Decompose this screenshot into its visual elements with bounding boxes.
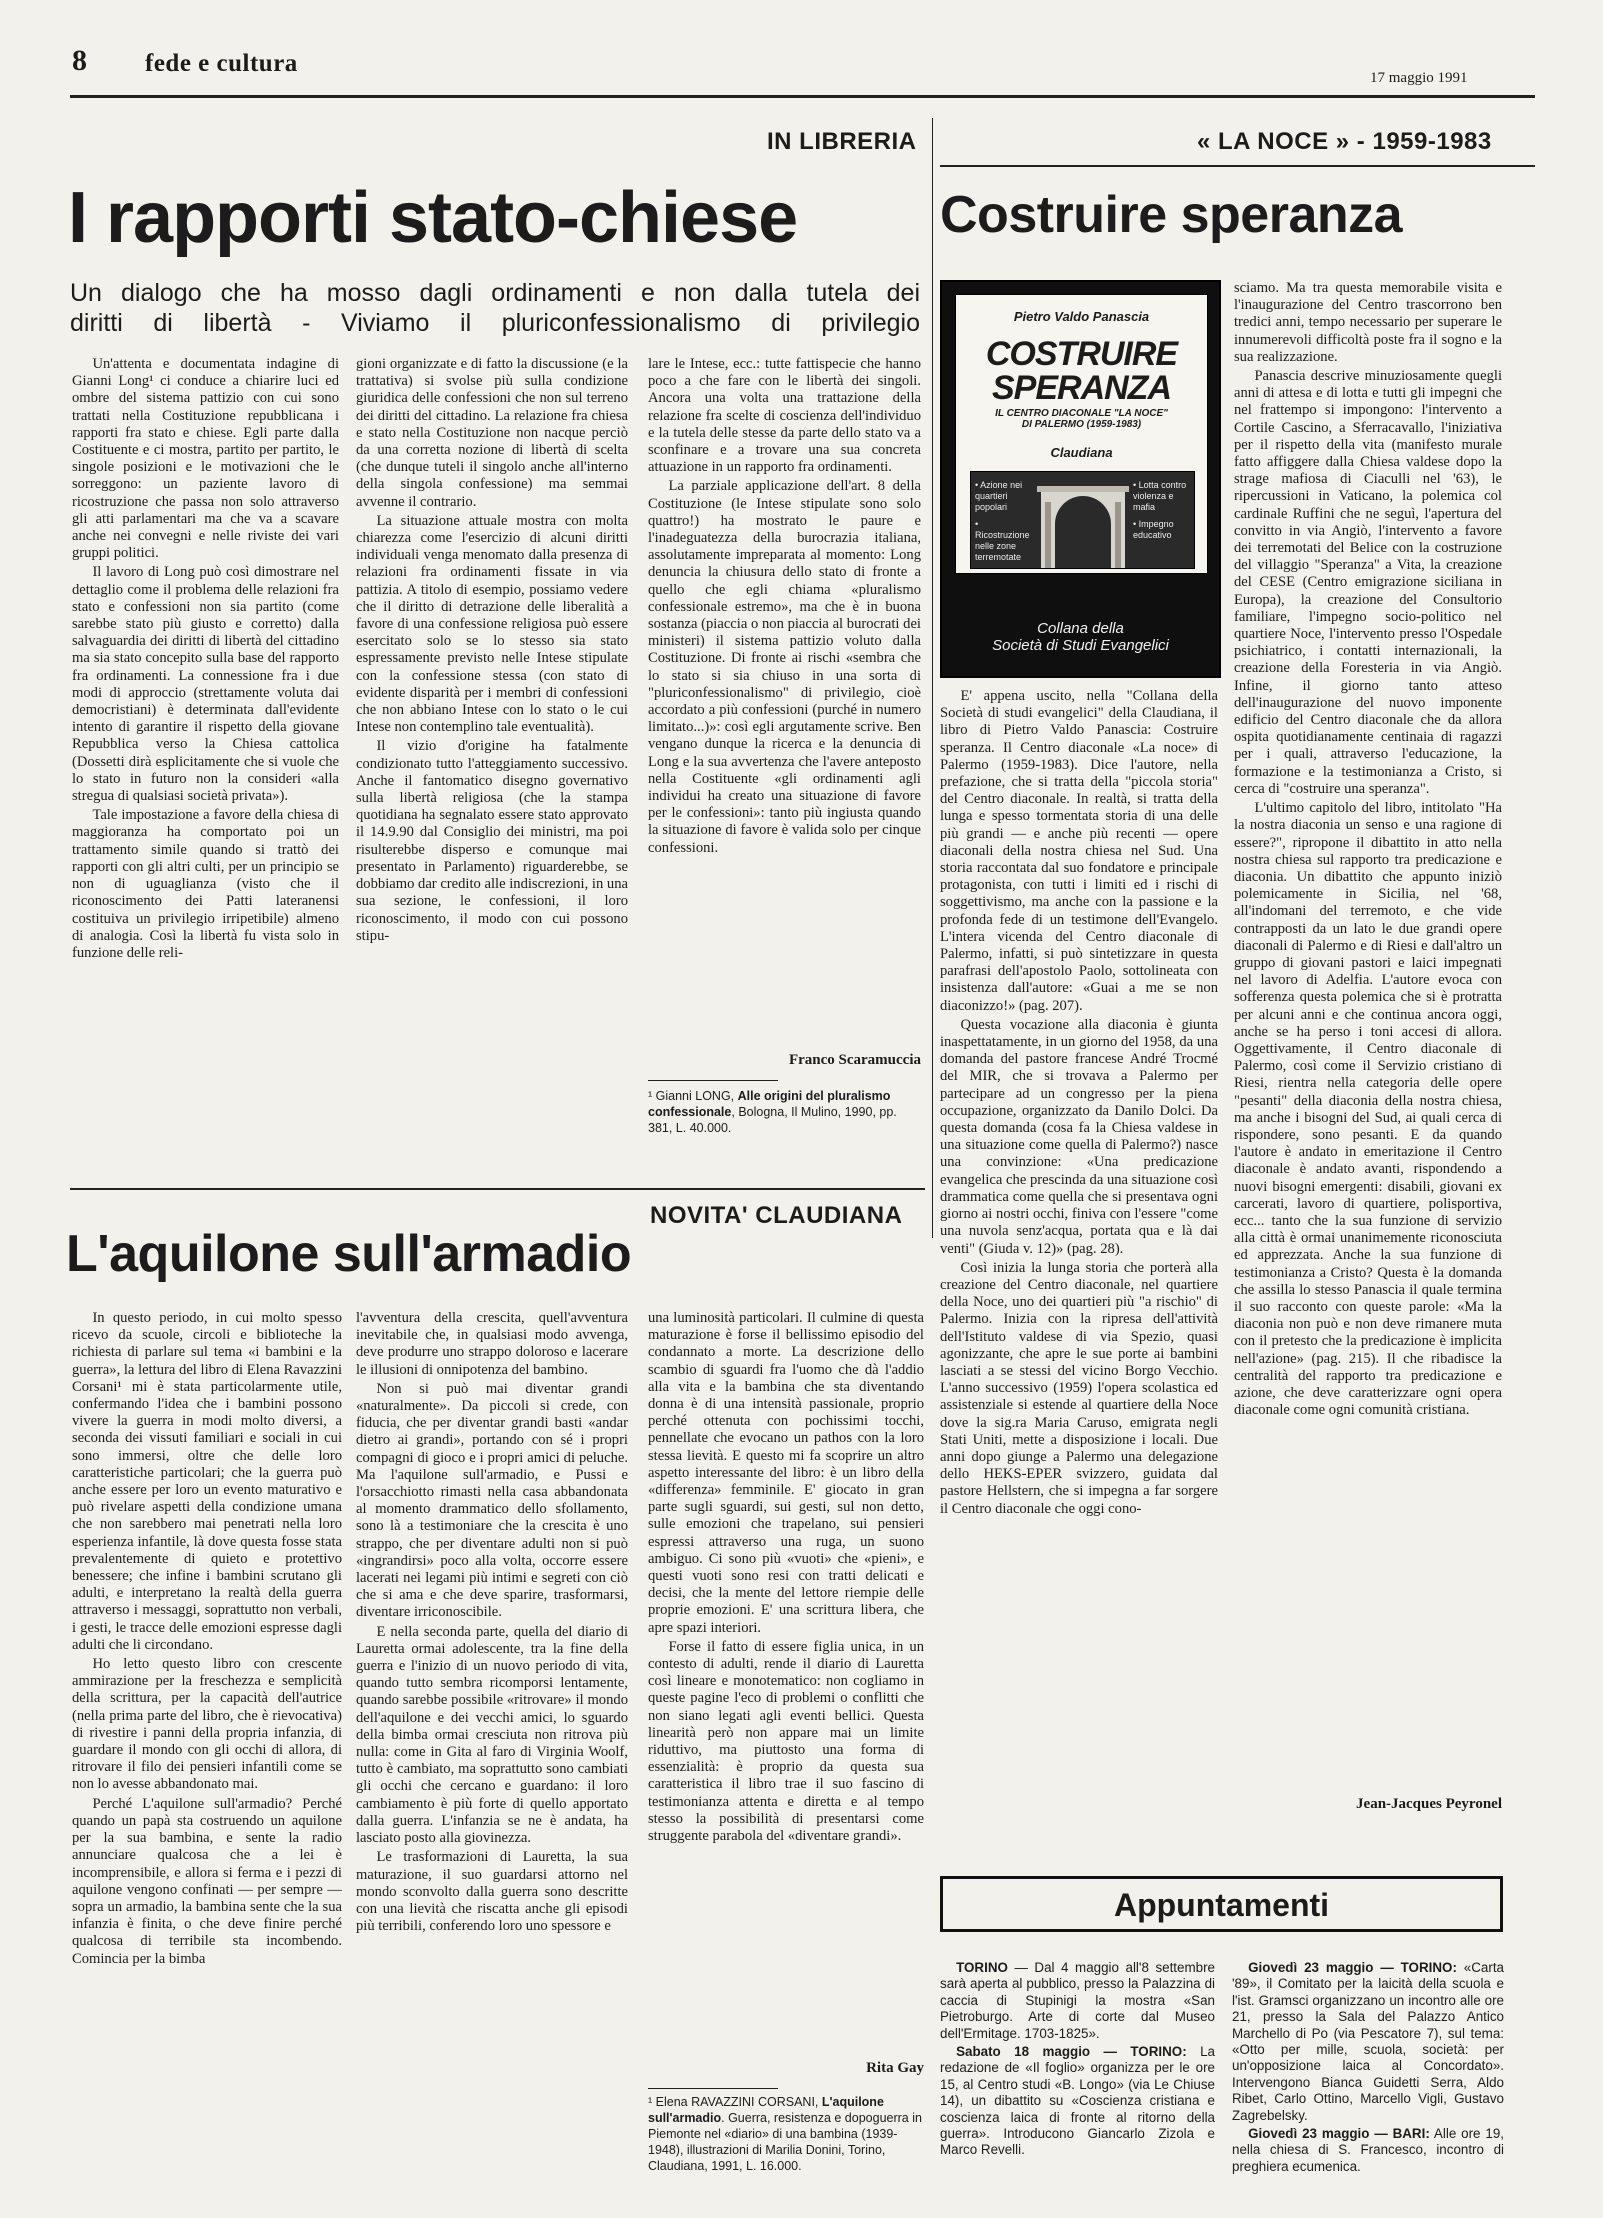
article2-col-right: [1234, 280, 1502, 1790]
book-collana: [942, 620, 1219, 654]
appuntamento-4-lead: Giovedì 23 maggio — BARI:: [1248, 2126, 1430, 2142]
article1-col3-p2: La parziale applicazione dell'art. 8 della Costituzione (le Intese stipulate sono solo quattro!) ha mostrato le paure e l'inadeguatezza della burocrazia italiana, assolutamente impreparata al momento: Long denuncia la chiusura dello stato di fronte a quello che egli chiama «pluralismo confessionale estremo», ma che è in buona sostanza (piaccia o non piaccia al burocrati dei ministeri) il sistema pattizio voluto dalla Costituzione. Di fronte ai rischi «sembra che lo stato si sia chiuso in una sorta di "pluriconfessionalismo" di privilegio, cioè accordato a più confessioni (purché in numero limitato...)»: così egli argutamente scrive. Ben vengano dunque la ricerca e la denuncia di Long e la sua avvertenza che l'avere anteposto nella Costituente «gli ordinamenti agli individui ha creato una situazione di favore per le confessioni»: tanto più ingiusta quando la situazione di favore è valida solo per cinque confessioni.: [648, 478, 921, 856]
page-number: 8: [72, 44, 87, 77]
article1-col3: [648, 356, 921, 1048]
article2-right-p1: sciamo. Ma tra questa memorabile visita e l'inaugurazione del Centro trascorrono ben tredici anni, tempo necessario per superare le innumerevoli difficoltà poste fra il sogno e la sua realizzazione.: [1234, 280, 1502, 365]
article1-col3-p1: lare le Intese, ecc.: tutte fattispecie che hanno poco a che fare con le libertà dei singoli. Ancora una volta una trattazione della relazione fra scelte di coscienza dell'individuo e la tutela delle stesse da parte dello stato va a sconfinare e a trovare una sua concreta attuazione in un rapporto fra ordinamenti.: [648, 356, 921, 476]
appuntamento-4: [1232, 2126, 1504, 2175]
article1-col2: [356, 356, 628, 1216]
footnote1-post: , Bologna, Il Mulino, 1990, pp. 381, L. 40.000.: [648, 1105, 897, 1135]
appuntamento-3: [1232, 1960, 1504, 2124]
article1-col1-p3: Tale impostazione a favore della chiesa di maggioranza ha comportato poi un trattamento simile quando si trattò dei rapporti con gli altri culti, per un principio se non di uguaglianza (visto che il riconoscimento dei Patti lateranensi costituiva un privilegio irripetibile) almeno di analogia. Così la libertà fu vista solo in funzione delle reli-: [72, 807, 339, 961]
article1-col2-p3: Il vizio d'origine ha fatalmente condizionato tutto l'atteggiamento successivo. Anche il fantomatico disegno governativo sulla libertà religiosa (che la stampa quotidiana ha segnalato essere stato approvato il 14.9.90 dal Consiglio dei ministri, ma poi risulterebbe disperso e comunque mai presentato in Parlamento) riguarderebbe, se dobbiamo dar credito alle indiscrezioni, in una sua sezione, le confessioni, il loro riconoscimento, il modo con cui possono stipu-: [356, 738, 628, 944]
article3-col1: [72, 1310, 342, 2215]
appuntamento-3-lead: Giovedì 23 maggio — TORINO:: [1248, 1960, 1457, 1975]
article1-col2-p2: La situazione attuale mostra con molta chiarezza come l'esercizio di alcuni diritti individuali venga menomato dalla presenza di relazioni fra ordinamenti fissate in via pattizia. A titolo di esempio, possiamo vedere che il diritto di detrazione delle liberalità a favore di una confessione religiosa può essere esercitato solo se lo stesso sia stato espressamente previsto nelle Intese stipulate con la confessione stessa (con stato di evidente disparità per i membri di confessioni che non abbiano Intese con lo stato o le cui Intese non contemplino tale eventualità).: [356, 512, 628, 736]
book-author: Pietro Valdo Panascia: [1013, 309, 1150, 324]
book-subtitle-line2: DI PALERMO (1959-1983): [1021, 419, 1142, 430]
article2-left-p3: Così inizia la lunga storia che porterà alla creazione del Centro diaconale, nel quartiere della Noce, uno dei quartieri più "a rischio" di Palermo. Inizia con la ripresa dell'attività dell'Istituto valdese di via Spezio, quasi agonizzante, che apre le sue porte ai bambini lasciati a se stessi del vicino Borgo Vecchio. L'anno successivo (1959) l'opera scolastica ed assistenziale si estende al quartiere della Noce dove la sig.ra Maria Caruso, emigrata negli Stati Uniti, mette a disposizione i locali. Due anni dopo giunge a Palermo una delegazione dello HEKS-EPER svizzero, guidata dal pastore Hellstern, che si impegna a far sorgere il Centro diaconale che oggi cono-: [940, 1259, 1218, 1517]
article2-author: Jean-Jacques Peyronel: [1356, 1796, 1502, 1812]
section-name: fede e cultura: [145, 50, 298, 77]
book-left-note-2: • Ricostruzione nelle zone terremotate: [975, 519, 1030, 562]
article1-subtitle: [70, 278, 920, 338]
article1-footnote: [648, 1088, 921, 1136]
article2-col-left: [940, 688, 1218, 1833]
column-divider: [932, 118, 933, 1238]
book-right-note-1: • Lotta contro violenza e mafia: [1133, 480, 1187, 512]
appuntamento-1: [940, 1960, 1215, 2042]
book-subtitle: [956, 408, 1207, 430]
article2-title: Costruire speranza: [940, 186, 1403, 244]
book-illustration: [970, 471, 1195, 569]
book-cover-panel: [955, 294, 1208, 574]
appuntamento-2-text: La redazione de «Il foglio» organizza per le ore 15, al Centro studi «B. Longo» (via Le Chiuse 14), un dibattito su «Coscienza cristiana e coscienza laica di fronte al ritorno della guerra». Introducono Giancarlo Zizola e Marco Revelli.: [940, 2044, 1215, 2158]
book-cover: [940, 280, 1221, 678]
article3-footnote: [648, 2094, 924, 2174]
article3-title: L'aquilone sull'armadio: [66, 1225, 632, 1283]
book-collana-line1: Collana della: [1037, 620, 1124, 637]
article1-section-label: IN LIBRERIA: [767, 128, 917, 155]
article2-left-p1: E' appena uscito, nella "Collana della Società di studi evangelici" della Claudiana, il libro di Pietro Valdo Panascia: Costruire speranza. Il Centro diaconale «La noce» di Palermo (1959-1983). Dice l'autore, nella prefazione, che si tratta della "piccola storia" del Centro diaconale. In realtà, si tratta della lunga e spesso tormentata storia di una delle più grandi — e anche più recenti — opere diaconali della nostra chiesa nel Sud. Una storia raccontata dal suo fondatore e principale protagonista, con tutti i limiti ed i rischi di soggettivismo, ma anche con la passione e la profonda fede di un testimone dell'Evangelo. L'intera vicenda del Centro diaconale di Palermo, infatti, si può sintetizzare in questa parafrasi dell'apostolo Paolo, sottolineata con insistenza dall'autore: «Guai a me se non diaconizzo!» (pag. 207).: [940, 688, 1218, 1014]
article1-col2-p1: gioni organizzate e di fatto la discussione (e la trattativa) si svolse più sulla condizione giuridica delle confessioni che non sul terreno dei diritti del cittadino. La relazione fra chiesa e stato nella Costituzione non nacque perciò da una corretta nozione di libertà di scelta (che dunque tuteli il singolo anche all'interno della singola confessione) ma semmai avvenne il contrario.: [356, 356, 628, 510]
article3-section-label: NOVITA' CLAUDIANA: [650, 1202, 903, 1229]
book-title-line2: SPERANZA: [991, 369, 1172, 407]
article1-author: Franco Scaramuccia: [788, 1052, 921, 1068]
article1-col1-p1: Un'attenta e documentata indagine di Gianni Long¹ ci conduce a chiarire luci ed ombre del sistema pattizio con cui sono trattati nella Costituzione repubblicana i rapporti fra stato e chiese. Egli parte dalla Costituente e ci mostra, partito per partito, le singole posizioni e le motivazioni che le sorreggono: un paziente lavoro di ricostruzione che passa non solo attraverso gli atti parlamentari ma che va a scavare anche nei convegni e nelle riviste dei vari gruppi politici.: [72, 356, 339, 562]
masthead-rule: [70, 95, 1535, 98]
article3-col2-p4: Le trasformazioni di Lauretta, la sua maturazione, il suo guardarsi attorno nel mondo sconvolto dalla guerra sono descritte con una lievità che riscatta anche gli episodi più terribili, conferendo loro uno spessore e: [356, 1849, 628, 1935]
article2-right-p2: Panascia descrive minuziosamente quegli anni di attesa e di lotta e tutti gli impegni che nel frattempo si impongono: l'intervento a Cortile Cascino, a Sferracavallo, l'iniziativa per il rispetto della vita (manifesto murale fatto affiggere dalla Chiesa valdese dopo la strage mafiosa di Ciaculli nel '63), le ripercussioni in Vaticano, la polemica col cardinale Ruffini che ne seguì, l'apertura del convitto in via Angiò, l'intervento a favore dei terremotati del Belice con la costruzione del villaggio "Speranza" a Vita, la creazione del CESE (Centro emigrazione siciliana in Europa), la creazione del Consultorio familiare, l'impegno socio-politico nel quartiere Noce, l'intervento presso l'Ospedale psichiatrico, i contatti internazionali, la creazione della Foresteria in via Angiò. Infine, il giorno tanto atteso dell'inaugurazione del nuovo imponente edificio del Centro diaconale che da allora ospita quotidianamente centinaia di ragazzi per i quali, attraverso l'educazione, la formazione e la testimonianza a Cristo, si cerca di "costruire una speranza".: [1234, 368, 1502, 797]
book-left-notes: [975, 480, 1035, 563]
book-right-note-2: • Impegno educativo: [1133, 519, 1174, 540]
book-title-line1: COSTRUIRE: [985, 335, 1178, 373]
article1-col1: [72, 356, 339, 1216]
article3-col3: [648, 1310, 924, 2055]
article3-col3-p2: Forse il fatto di essere figlia unica, in un contesto di adulti, rende il diario di Lauretta così lineare e monotematico: non cogliamo in queste pagine l'eco di problemi o conflitti che non siano legati agli eventi bellici. Questa linearità però non appare mai un limite riduttivo, ma piuttosto una forma di essenzialità: è proprio da questa sua caratteristica il libro trae il suo fascino di testimonianza attenta e diretta e al tempo stesso la possibilità di presentarsi come struggente parabola del «diventare grandi».: [648, 1638, 924, 1845]
appuntamenti-col-right: [1232, 1960, 1504, 2215]
footnote3-post: . Guerra, resistenza e dopoguerra in Piemonte nel «diario» di una bambina (1939-1948), illustrazioni di Marilia Donini, Torino, Claudiana, 1991, L. 16.000.: [648, 2111, 922, 2173]
article3-col2-p3: E nella seconda parte, quella del diario di Lauretta ormai adolescente, tra la fine della guerra e l'inizio di un nuovo periodo di vita, quando tutto sembra ricomporsi lentamente, quando sarebbe possibile «ritrovare» il mondo dell'aquilone e dei vecchi amici, lo sguardo della bimba ormai cresciuta non ritrova più nulla: come in Gita al faro di Virginia Woolf, tutto è cambiato, ma soprattutto sono cambiati gli occhi che cercano e guardano: il loro cambiamento è più forte di quello apportato dalla guerra. L'infanzia se ne è andata, ha lasciato posto alla giovinezza.: [356, 1623, 628, 1847]
appuntamenti-col-left: [940, 1960, 1215, 2215]
article2-right-p3: L'ultimo capitolo del libro, intitolato "Ha la nostra diaconia un senso e una ragione di essere?", ripropone il dibattito in atto nella nostra chiesa sul rapporto tra predicazione e diaconia. Un dibattito che appunto iniziò polemicamente in Sicilia, nel '68, all'indomani del terremoto, e che vide contrapposti da un lato le due grandi opere diaconali di Palermo e di Riesi e dall'altro un gruppo di giovani pastori e laici impegnati nel lavoro di Adelfia. L'autore evoca con sofferenza questa polemica che si è protratta per alcuni anni e che continua ancora oggi, anche se ha perso i toni accesi di allora. Oggettivamente, il Centro diaconale di Palermo, così come il Servizio cristiano di Riesi, rientra nella categoria delle opere "pesanti" della diaconia della nostra chiesa, ma anche i bisogni del Sud, ai quali cerca di rispondere, sono pesanti. E da quando l'autore è andato in emeritazione il Centro diaconale è andato avanti, rispondendo a nuovi bisogni emergenti: disabili, giovani ex carcerati, lavoro di quartiere, polisportiva, ecc... tanto che la sua funzione di servizio alla città è ormai unanimemente riconosciuta ed apprezzata. Anche la sua funzione di testimonianza a Cristo? Questa è la domanda che assilla lo stesso Panascia il quale termina il suo racconto con queste parole: «Ma la diaconia non può e non deve rimanere muta con il pretesto che la predicazione è implicita nell'azione» (pag. 215). Il che ribadisce la centralità del rapporto tra predicazione e azione, che deve caratterizzare ogni opera diaconale come ogni comunità cristiana.: [1234, 800, 1502, 1419]
footnote1-pre: ¹ Gianni LONG,: [648, 1089, 738, 1103]
appuntamento-2: [940, 2044, 1215, 2159]
book-title: [956, 337, 1207, 405]
article3-col2-p2: Non si può mai diventar grandi «naturalmente». Da piccoli si crede, con fiducia, che per diventar grandi basti «andar dietro ai grandi», portando con sé i propri compagni di gioco e i propri amici di peluche. Ma l'aquilone sull'armadio, e Pussi e l'orsacchiotto rimasti nella casa abbandonata al momento drammatico dello sfollamento, sono là a testimoniare che la crescita è uno strappo, che per diventare adulti non si può «ingrandirsi» poco alla volta, occorre essere lacerati nei legami più intimi e segreti con ciò che si ama e che deve sparire, trasformarsi, diventare irriconoscibile.: [356, 1380, 628, 1621]
article3-col3-p1: una luminosità particolari. Il culmine di questa maturazione è forse il bellissimo episodio del condannato a morte. La descrizione dello scambio di sguardi fra l'uomo che dà l'addio alla vita e la bambina che sta diventando donna è di una intensità passionale, proprio perché ottenuta con pochissimi tocchi, pennellate che evocano un pathos con la loro stessa lievità. E questo mi fa scoprire un altro aspetto interessante del libro: è un libro della «differenza» femminile. E' giocato in gran parte sugli sguardi, sui gesti, sul non detto, sulle emozioni che trapelano, sui pensieri espressi attraverso una ruga, un suono ambiguo. Ci sono più «vuoti» che «pieni», e questi vuoti sono resi con tratti delicati e decisi, che la mente del lettore riempie delle proprie emozioni. E' una scrittura libera, che apre spazi interiori.: [648, 1310, 924, 1636]
appuntamenti-box: [940, 1876, 1503, 1932]
article2-left-p2: Questa vocazione alla diaconia è giunta inaspettatamente, in un giorno del 1958, da una domanda del pastore francese André Trocmé del MIR, che si trovava a Palermo per partecipare ad un congresso per la piena occupazione, organizzato da Danilo Dolci. Da questa domanda (cosa fa la Chiesa valdese in una situazione come quella di Palermo?) nasce una convinzione: «Una predicazione evangelica che prescinda da una situazione così drammatica come quella che si presentava ogni giorno ai nostri occhi, finiva con l'essere "come una nuvola senz'acqua, portata qua e là dai venti" (Giuda v. 12)» (pag. 28).: [940, 1016, 1218, 1257]
article1-subtitle-line2: diritti di libertà - Viviamo il pluriconfessionalismo di privilegio: [70, 309, 920, 337]
book-collana-line2: Società di Studi Evangelici: [992, 637, 1169, 654]
article2-top-rule: [940, 165, 1535, 167]
appuntamento-4-text: Alle ore 19, nella chiesa di S. Francesco, incontro di preghiera ecumenica.: [1232, 2126, 1504, 2174]
footnote3-title: L'aquilone sull'armadio: [648, 2095, 884, 2125]
article2-section-label: « LA NOCE » - 1959-1983: [1197, 128, 1492, 155]
article1-col1-p2: Il lavoro di Long può così dimostrare nel dettaglio come il problema delle relazioni fra stato e confessioni non sia partito (come sarebbe stato più giusto e corretto) dalla salvaguardia dei diritti di libertà del cittadino ma sia stato concepito sulla base del rapporto fra ordinamenti. La connessione fra i due modi di approccio (strettamente voluta dai democristiani) è determinata dall'evidente intento di garantire il rispetto della giovane Repubblica verso la Chiesa cattolica (Dossetti dirà esplicitamente che si vuole che lo stato in futuro non la consideri «alla stregua di qualsiasi società privata»).: [72, 564, 339, 805]
article3-col1-p2: Ho letto questo libro con crescente ammirazione per la freschezza e semplicità della scrittura, per la capacità dell'autrice (nella prima parte del libro, che è rievocativa) di rivestire i panni della propria infanzia, di guardare il mondo con gli occhi di allora, di ritrovare il filo dei pensieri infantili come se non lo avesse abbandonato mai.: [72, 1656, 342, 1793]
appuntamento-2-lead: Sabato 18 maggio — TORINO:: [956, 2044, 1187, 2060]
footnote1-title: Alle origini del pluralismo confessionale: [648, 1089, 891, 1119]
appuntamento-1-lead: TORINO: [956, 1960, 1008, 1975]
article3-col1-p3: Perché L'aquilone sull'armadio? Perché quando un papà sta costruendo un aquilone per la sua bambina, e sente la radio annunciare qualcosa che a lei è incomprensibile, e allora si ferma e i pezzi di aquilone vengono confinati — per sempre — sopra un armadio, la bambina sente che la sua infanzia è finita, o che deve finire perché qualcosa di terribile sta incombendo. Comincia per la bimba: [72, 1795, 342, 1967]
appuntamenti-title: Appuntamenti: [1113, 1887, 1330, 1923]
footnote3-rule: [648, 2088, 778, 2089]
article3-top-rule: [70, 1188, 925, 1190]
book-publisher: Claudiana: [1050, 445, 1113, 460]
issue-date: 17 maggio 1991: [1370, 70, 1468, 86]
article3-author: Rita Gay: [866, 2060, 924, 2076]
book-left-note-1: • Azione nei quartieri popolari: [975, 480, 1023, 512]
article3-col2-p1: l'avventura della crescita, quell'avventura inevitabile che, in qualsiasi modo avvenga, deve produrre uno strappo doloroso e lacerare le illusioni di onnipotenza del bambino.: [356, 1310, 628, 1378]
article3-col2: [356, 1310, 628, 2215]
book-subtitle-line1: IL CENTRO DIACONALE "LA NOCE": [995, 408, 1168, 419]
article1-title: I rapporti stato-chiese: [68, 178, 798, 258]
footnote3-pre: ¹ Elena RAVAZZINI CORSANI,: [648, 2095, 822, 2109]
article3-col1-p1: In questo periodo, in cui molto spesso ricevo da scuole, circoli e biblioteche la richiesta di parlare sul tema «i bambini e la guerra», la lettura del libro di Elena Ravazzini Corsani¹ mi è stata particolarmente utile, confermando l'idea che i bambini possono vivere la guerra in modi molto diversi, a seconda dei vissuti familiari e sociali in cui sono immersi, oltre che delle loro caratteristiche particolari; che la guerra può anche essere per loro un evento maturativo e può rivelare aspetti della condizione umana che non sarebbero mai penetrati nella loro esperienza infantile, là dove questa fosse stata prevalentemente di quieto e protettivo benessere; che infine i bambini scrutano gli adulti, e interpretano la realtà della guerra attraverso i messaggi, soprattutto non verbali, i gesti, le tracce delle emozioni espresse dagli adulti che li circondano.: [72, 1310, 342, 1653]
appuntamento-3-text: «Carta '89», il Comitato per la laicità della scuola e l'ist. Gramsci organizzano un incontro alle ore 21, presso la Sala del Palazzo Antico Marchello di Po (via Pescatore 7), sul tema: «Otto per mille, scuola, società: per un'opposizione laica al Concordato». Intervengono Bianca Guidetti Serra, Aldo Ribet, Carlo Ottino, Marcello Vigli, Gustavo Zagrebelsky.: [1232, 1960, 1504, 2123]
footnote1-rule: [648, 1080, 778, 1081]
book-right-notes: [1133, 480, 1191, 541]
appuntamento-1-text: — Dal 4 maggio all'8 settembre sarà aperta al pubblico, presso la Palazzina di caccia di Stupinigi la mostra «San Pietroburgo. Arte di corte dal Museo dell'Ermitage. 1703-1825».: [940, 1960, 1215, 2041]
article1-subtitle-line1: Un dialogo che ha mosso dagli ordinamenti e non dalla tutela dei: [70, 279, 920, 307]
